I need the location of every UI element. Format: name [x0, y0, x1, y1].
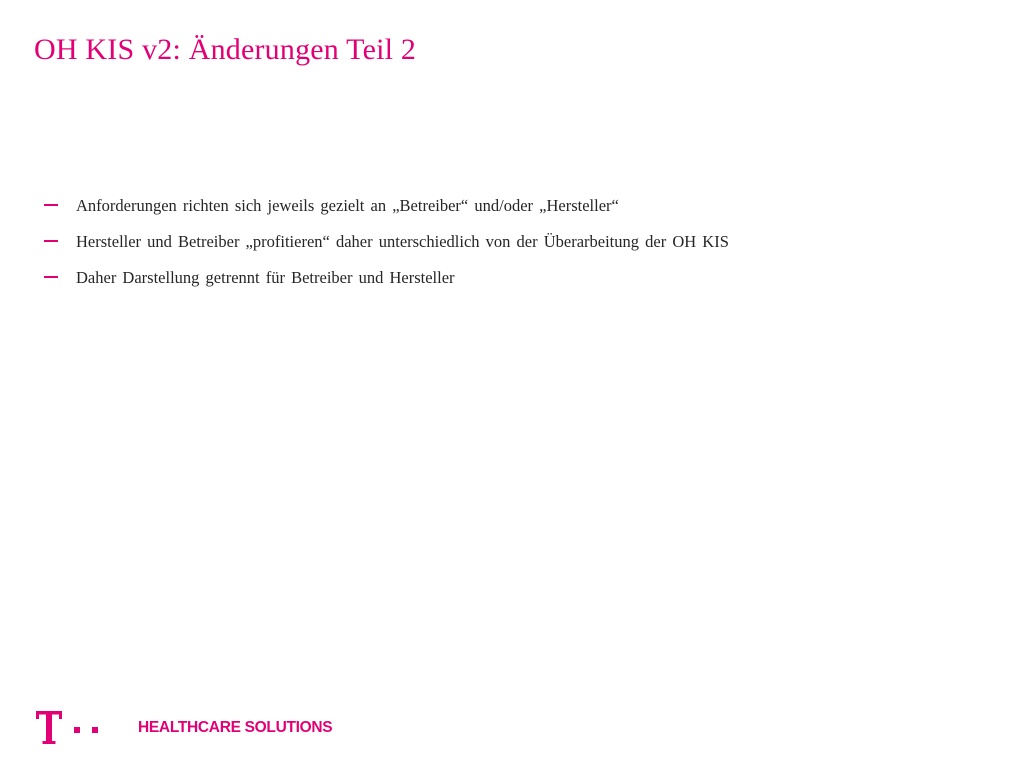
bullet-item — [44, 229, 729, 265]
brand-name: HEALTHCARE SOLUTIONS — [138, 719, 333, 736]
bullet-text: Anforderungen richten sich jeweils gezielt an „Betreiber“ und/oder „Hersteller“ — [76, 196, 619, 215]
dash-bullet-icon — [44, 204, 58, 206]
bullet-list — [44, 193, 729, 301]
bullet-item — [44, 265, 729, 301]
dash-bullet-icon — [44, 240, 58, 242]
footer-branding — [36, 710, 336, 746]
bullet-text: Daher Darstellung getrennt für Betreiber und Hersteller — [76, 268, 455, 287]
bullet-text: Hersteller und Betreiber „profitieren“ daher unterschiedlich von der Überarbeitung der OH KIS — [76, 232, 729, 251]
bullet-item — [44, 193, 729, 229]
telekom-t-logo-icon — [36, 710, 106, 746]
dash-bullet-icon — [44, 276, 58, 278]
slide-title: OH KIS v2: Änderungen Teil 2 — [34, 33, 417, 66]
